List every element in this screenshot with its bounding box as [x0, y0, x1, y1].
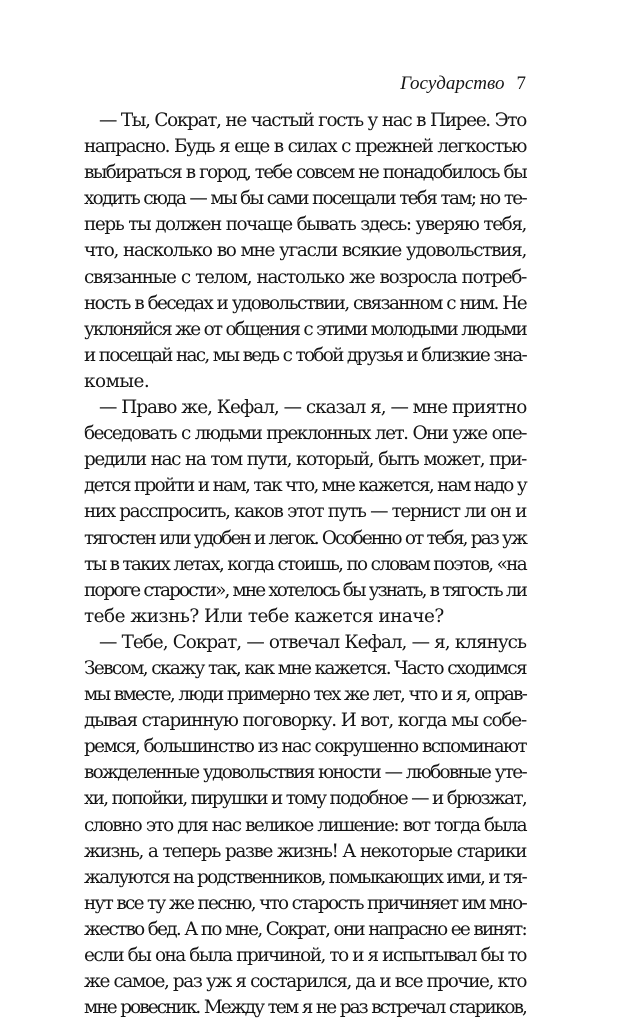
- text-line: связанные с телом, настолько же возросла потреб-: [84, 266, 526, 288]
- text-line: вожделенные удовольствия юности — любовные уте-: [84, 762, 526, 784]
- body-text: [84, 108, 526, 1021]
- text-line: перь ты должен почаще бывать здесь: уверяю тебя,: [84, 214, 526, 236]
- text-line: — Тебе, Сократ, — отвечал Кефал, — я, клянусь: [99, 631, 526, 653]
- text-line: них расспросить, каков этот путь — тернист ли он и: [84, 501, 526, 523]
- running-head-title: Государство: [400, 73, 505, 94]
- text-line: ность в беседах и удовольствии, связанном с ним. Не: [84, 292, 526, 314]
- text-line: беседовать с людьми преклонных лет. Они уже опе-: [84, 423, 526, 445]
- text-line: напрасно. Будь я еще в силах с прежней легкостью: [84, 136, 526, 158]
- text-line: и посещай нас, мы ведь с тобой друзья и близкие зна-: [84, 344, 526, 366]
- text-line: дывая старинную поговорку. И вот, когда мы собе-: [84, 710, 526, 732]
- text-line: словно это для нас великое лишение: вот тогда была: [84, 814, 526, 836]
- text-line: что, насколько во мне угасли всякие удовольствия,: [84, 240, 526, 262]
- text-line: если бы она была причиной, то и я испытывал бы то: [84, 945, 526, 966]
- text-line: жизнь, а теперь разве жизнь! А некоторые старики: [84, 840, 526, 862]
- text-line: ремся, большинство из нас сокрушенно вспоминают: [84, 736, 526, 758]
- text-line: же самое, раз уж я состарился, да и все прочие, кто: [84, 971, 526, 993]
- text-line: хи, попойки, пирушки и тому подобное — и брюзжат,: [84, 788, 526, 810]
- text-line: комые.: [84, 370, 150, 392]
- text-line: уклоняйся же от общения с этими молодыми людьми: [84, 318, 526, 340]
- text-line: редили нас на том пути, который, быть может, при-: [84, 449, 526, 471]
- text-line: тягостен или удобен и легок. Особенно от тебя, раз уж: [84, 527, 526, 549]
- page-number: 7: [516, 73, 526, 94]
- text-line: Зевсом, скажу так, как мне кажется. Часто сходимся: [84, 657, 526, 679]
- text-line: мне ровесник. Между тем я не раз встречал стариков,: [84, 997, 526, 1019]
- text-line: выбираться в город, тебе совсем не понадобилось бы: [84, 162, 526, 184]
- text-line: жалуются на родственников, помыкающих ими, и тя-: [84, 866, 526, 888]
- text-line: мы вместе, люди примерно тех же лет, что и я, оправ-: [84, 684, 526, 706]
- text-line: ходить сюда — мы бы сами посещали тебя там; но те-: [84, 188, 526, 210]
- text-line: пороге старости», мне хотелось бы узнать, в тягость ли: [84, 579, 526, 601]
- running-head: [84, 72, 526, 96]
- text-line: дется пройти и нам, так что, мне кажется, нам надо у: [84, 475, 526, 497]
- text-line: нут все ту же песню, что старость причиняет им мно-: [84, 892, 526, 914]
- text-line: — Ты, Сократ, не частый гость у нас в Пирее. Это: [99, 110, 526, 131]
- text-line: жество бед. А по мне, Сократ, они напрасно ее винят:: [84, 918, 526, 940]
- text-line: — Право же, Кефал, — сказал я, — мне приятно: [99, 397, 527, 419]
- text-line: тебе жизнь? Или тебе кажется иначе?: [84, 605, 444, 627]
- text-line: ты в таких летах, когда стоишь, по словам поэтов, «на: [84, 553, 526, 575]
